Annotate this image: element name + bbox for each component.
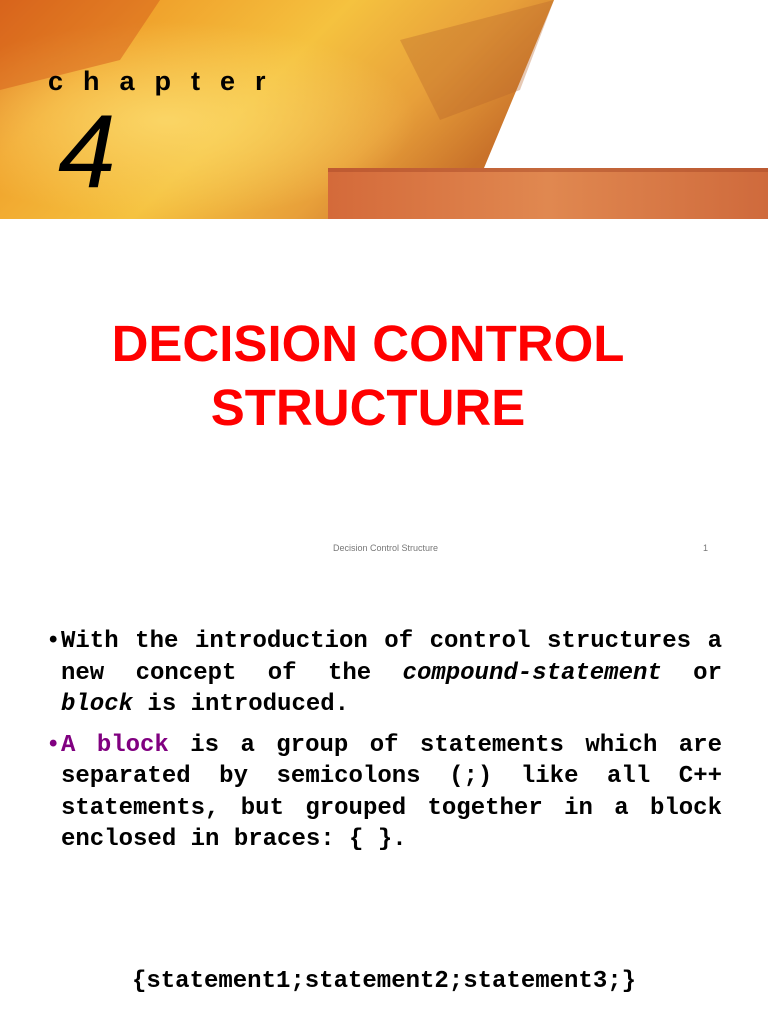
bullet-item bbox=[46, 730, 722, 856]
bullet-text-part: is introduced. bbox=[133, 691, 350, 718]
code-example: {statement1;statement2;statement3;} bbox=[131, 968, 637, 995]
bullet-list bbox=[46, 626, 722, 856]
title-line-2: STRUCTURE bbox=[210, 379, 526, 436]
slide-title bbox=[0, 312, 736, 440]
bullet-icon: • bbox=[46, 731, 61, 759]
title-line-1: DECISION CONTROL bbox=[111, 315, 625, 372]
bullet-text-part: or bbox=[661, 659, 722, 687]
slide-footer: Decision Control Structure bbox=[333, 543, 439, 553]
page-number: 1 bbox=[703, 543, 709, 553]
keyword-a-block: A block bbox=[61, 731, 169, 759]
term-block: block bbox=[61, 691, 134, 718]
bullet-icon: • bbox=[46, 628, 61, 655]
chapter-number: 4 bbox=[58, 94, 116, 210]
chapter-banner bbox=[0, 0, 768, 219]
bullet-text-part: With the introduction of control structures a new concept of the bbox=[61, 628, 722, 687]
bullet-text-part: is a group of statements which are separated by semicolons (;) like all C++ statements, but grouped together in a block enclosed in braces: { }. bbox=[61, 731, 722, 853]
bullet-item bbox=[46, 626, 722, 721]
chapter-label: chapter bbox=[48, 66, 286, 96]
term-compound-statement: compound-statement bbox=[402, 659, 662, 687]
